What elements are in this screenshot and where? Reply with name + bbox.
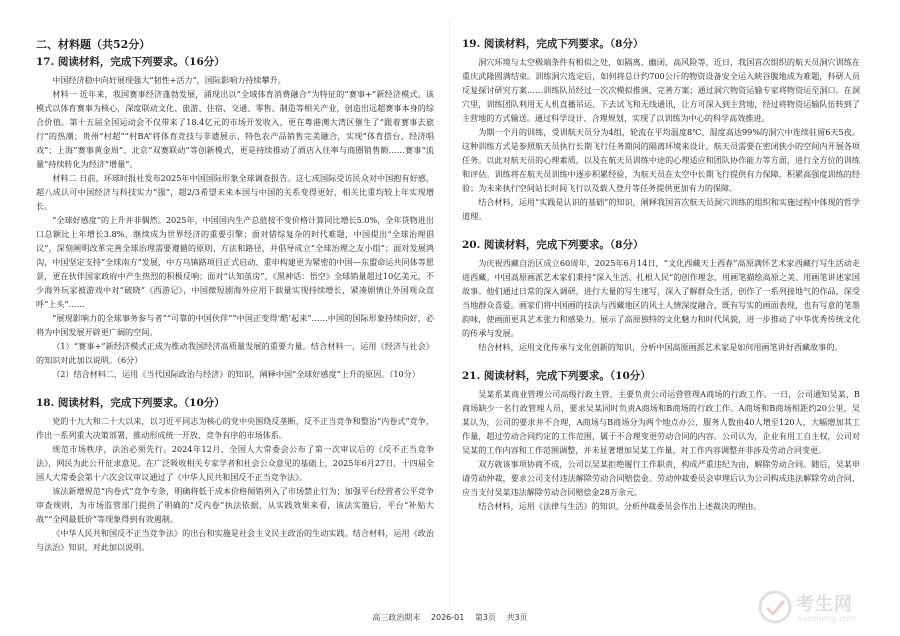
question-19-head: 19. 阅读材料，完成下列要求。（8分） (462, 38, 644, 50)
footer-total: 共3页 (506, 613, 528, 622)
q21-question: 结合材料，运用《法律与生活》的知识，分析仲裁委员会作出上述裁决的理由。 (478, 501, 762, 511)
footer-subject: 高三政治期末 (372, 613, 421, 622)
q21-para-1: 吴某系某商业管理公司高级行政主管，主要负责公司运营管理A商场的行政工作。一日，公司通知吴某，B商场缺少一名行政管理人员，要求吴某同时负责A商场和B商场的行政工作。A商场和B商场相距约20公里，吴某认为，公司的要求并不合理，A商场与B商场分为两个地点办公，服务人数由40人增至120人，大幅增加其工作量，超过劳动合同约定的工作范围，属于不合理变更劳动合同的内容。公司认为，企业有用工自主权，公司对吴某的工作内容和工作范围调整，并未显著增加吴某工作量，对工作内容调整并非涉及劳动合同变更。 (462, 389, 860, 455)
spacer (462, 223, 860, 237)
q17-intro: 中国经济稳中向好展现强大“韧性+活力”，国际影响力持续攀升。 (52, 75, 286, 85)
q17-material-2: 材料二 日前，环球时报社发布2025年中国国际形象全球调查报告。这七成国际受访民众对中国抱有好感，超八成认可中国经济与科技实力“强”，超2/3希望未来本国与中国的关系变得更好，相关比重均较上年实现增长。 (36, 173, 434, 211)
question-18-head: 18. 阅读材料，完成下列要求。（10分） (36, 397, 225, 409)
question-18 (36, 395, 434, 554)
q17-sub-1: （1）“赛事+”新经济模式正成为推动我国经济高质量发展的重要力量。结合材料一，运用《经济与社会》的知识对此加以说明。（6分） (36, 341, 434, 365)
right-column (462, 36, 860, 513)
question-20 (462, 237, 860, 354)
q21-para-2: 双方就该事项协商不成，公司以吴某拒绝履行工作职责，构成严重违纪为由，解除劳动合同。随后，吴某申请劳动仲裁，要求公司支付违法解除劳动合同赔偿金。劳动仲裁委员会审理后认为公司构成违法解除劳动合同，应当支付吴某违法解除劳动合同赔偿金28万余元。 (462, 459, 860, 497)
q20-para-1: 为庆祝西藏自治区成立60周年，2025年6月14日，“文化西藏天上西春”高原满怀艺术家西藏行写生活动走进西藏。中国高原画派艺术家们秉持“深入生活、扎根人民”的创作理念，用画笔描绘高原之美、用画笔讲述家国故事。他们通过日常的深入调研，进行大量的写生速写，深入了解群众生活，创作了一系列接地气的作品，深受当地群众喜爱。画家们将中国画的技法与西藏地区的风土人情深度融合，既有写实的画面表现，也有写意的笔墨韵味，使画面更具艺术张力和感染力。展示了高原独特的文化魅力和时代风貌，进一步推动了中华优秀传统文化的传承与发展。 (462, 258, 860, 338)
q20-question: 结合材料，运用文化传承与文化创新的知识，分析中国高原画派艺术家是如何用画笔讲好西藏故事的。 (478, 342, 843, 352)
question-21 (462, 368, 860, 513)
q19-question: 结合材料，运用“实践是认识的基础”的知识，阐释我国首次航天员洞穴训练的组织和实施过程中体现的哲学道理。 (462, 197, 860, 221)
spacer (462, 354, 860, 368)
q19-para-2: 为期一个月的训练，受训航天员分为4组，轮流在平均温度8℃、湿度高达99%的洞穴中连续驻留6天5夜。这种训练方式是参照航天员执行长期飞行任务期间的隔离环境来设计，航天员需要在密闭狭小的空间内开展各项任务。以此对航天员的心理素质，以及在航天员训练中途的心理适应和团队协作能力等方面，进行全方位的训练和评估。训练将在航天员训练中逐步积累经验，为航天员在太空中长期飞行提供有力保障，积累高强度训练的经验；为未来执行空间站长时间飞行以及载人登月等任务提供更加有力的保障。 (462, 127, 860, 193)
watermark (758, 588, 878, 628)
question-20-head: 20. 阅读材料，完成下列要求。（8分） (462, 239, 644, 251)
watermark-brand: 考生网 (796, 594, 853, 615)
watermark-logo-icon (758, 590, 792, 624)
question-17 (36, 54, 434, 381)
q17-material-2-body: “全球好感度”的上升并非偶然。2025年，中国国内生产总值按不变价格计算同比增长5.0%，全年货物进出口总额比上年增长3.8%，继续成为世界经济的重要引擎；面对错综复杂的时代难题，中国提出“全球治理倡议”，深刻阐明改革完善全球治理需要遵循的原则、方法和路径，并倡导成立“全球治理之友小组”；面对发展鸿沟，中国坚定支持“全球南方”发展，中方乌镇路项目正式启动、重申构建更为紧密的中国—东盟命运共同体等愿景，更在伙伴国家政府中产生热烈的积极反响；面对“认知茧房”，《黑神话：悟空》全球销量超过10亿美元，不少海外玩家被游戏中对“破晓”《西游记》，中国微短剧海外应用下载量实现持续增长，紧凑剧情让外国观众直呼“上头”…… (36, 215, 434, 309)
section-title: 二、材料题（共52分） (36, 38, 151, 51)
q18-question: 《中华人民共和国反不正当竞争法》的出台和实施是社会主义民主政治的生动实践。结合材料，运用《政治与法治》知识，对此加以说明。 (36, 528, 434, 552)
column-divider (449, 20, 450, 610)
question-21-head: 21. 阅读材料，完成下列要求。（10分） (462, 370, 651, 382)
footer-page: 第3页 (474, 613, 496, 622)
q19-para-1: 洞穴环境与太空极端条件有相似之处，如隔离、幽闭、高风险等，近日，我国首次组织的航天员洞穴训练在重庆武隆圆满结束。训练洞穴选定后，如何将总计约700公斤的物资设备安全运入峡谷腹地成为难题，科研人员反复探讨研究方案……训练队员经过一次次模拟推演、完善方案；通过洞穴物资运输专家将物资运至洞口。在洞穴里，训练团队利用无人机直播吊运、下去试飞和无线通讯，让方可深入到主营地，经过将物资运输队伍转到了主营地的方式输送。通过科学设计、合理规划，实现了以训练为中心的科学高效推进。 (462, 57, 860, 123)
q17-material-2-end: “展现影响力的全球事务参与者”“可靠的中国伙伴”“中国正变得‘酷’起来”……中国的国际形象持续向好，必将为中国发展开辟更广阔的空间。 (36, 313, 434, 337)
spacer (36, 381, 434, 395)
left-column (36, 36, 434, 554)
q18-para-2: 规范市场秩序，法治必须先行。2024年12月，全国人大常委会公布了第一次审议后的《反不正当竞争法》，网民为此公开征求意见。在广泛吸收相关专家学者和社会公众意见的基础上，2025年6月27日，十四届全国人大常委会第十六次会议审议通过了《中华人民共和国反不正当竞争法》。 (36, 444, 434, 482)
watermark-url: kaosheng.com (798, 614, 857, 623)
question-17-head: 17. 阅读材料，完成下列要求。（16分） (36, 56, 225, 68)
q17-sub-2: （2）结合材料二，运用《当代国际政治与经济》的知识，阐释中国“全球好感度”上升的原因。（10分） (52, 369, 420, 379)
q17-material-1: 材料一 近年来，我国赛事经济蓬勃发展，涌现出以“全域体育消费融合”为特征的“赛事+”新经济模式。该模式以体育赛事为核心，深度联动文化、旅游、住宿、交通、零售、制造等相关产业，创造出远超赛事本身的综合价值。第十五届全国运动会不仅带来了18.4亿元的市场开发收入，更在粤港澳大湾区催生了“跟着赛事去旅行”的热潮；贵州“村超”“村BA”将体育竞技与非遗展示、特色农产品销售完美融合，实现“体育搭台、经济唱戏”；上海“赛事黄金周”、北京“双赛联动”等创新模式，更是持续推动了酒店入住率与商圈销售额……赛事“流量”持续转化为经济“增量”。 (36, 89, 434, 169)
q18-para-3: 该法新增规范“内卷式”竞争专条，明确将低于成本价格倾销列入了市场禁止行为；加强平台经营者公平竞争审查规则，为市场监管部门提供了明确的“反内卷”执法依据，从实践效果来看，该法实施后，平台“补贴大战”“全网最低价”等现象得到有效遏制。 (36, 486, 434, 524)
q18-para-1: 党的十九大和二十大以来，以习近平同志为核心的党中央围绕反垄断、反不正当竞争和整治“内卷式”竞争，作出一系列重大决策部署，推动形成统一开放、竞争有序的市场体系。 (36, 416, 434, 440)
question-19 (462, 36, 860, 223)
footer-date: 2026-01 (430, 613, 465, 622)
